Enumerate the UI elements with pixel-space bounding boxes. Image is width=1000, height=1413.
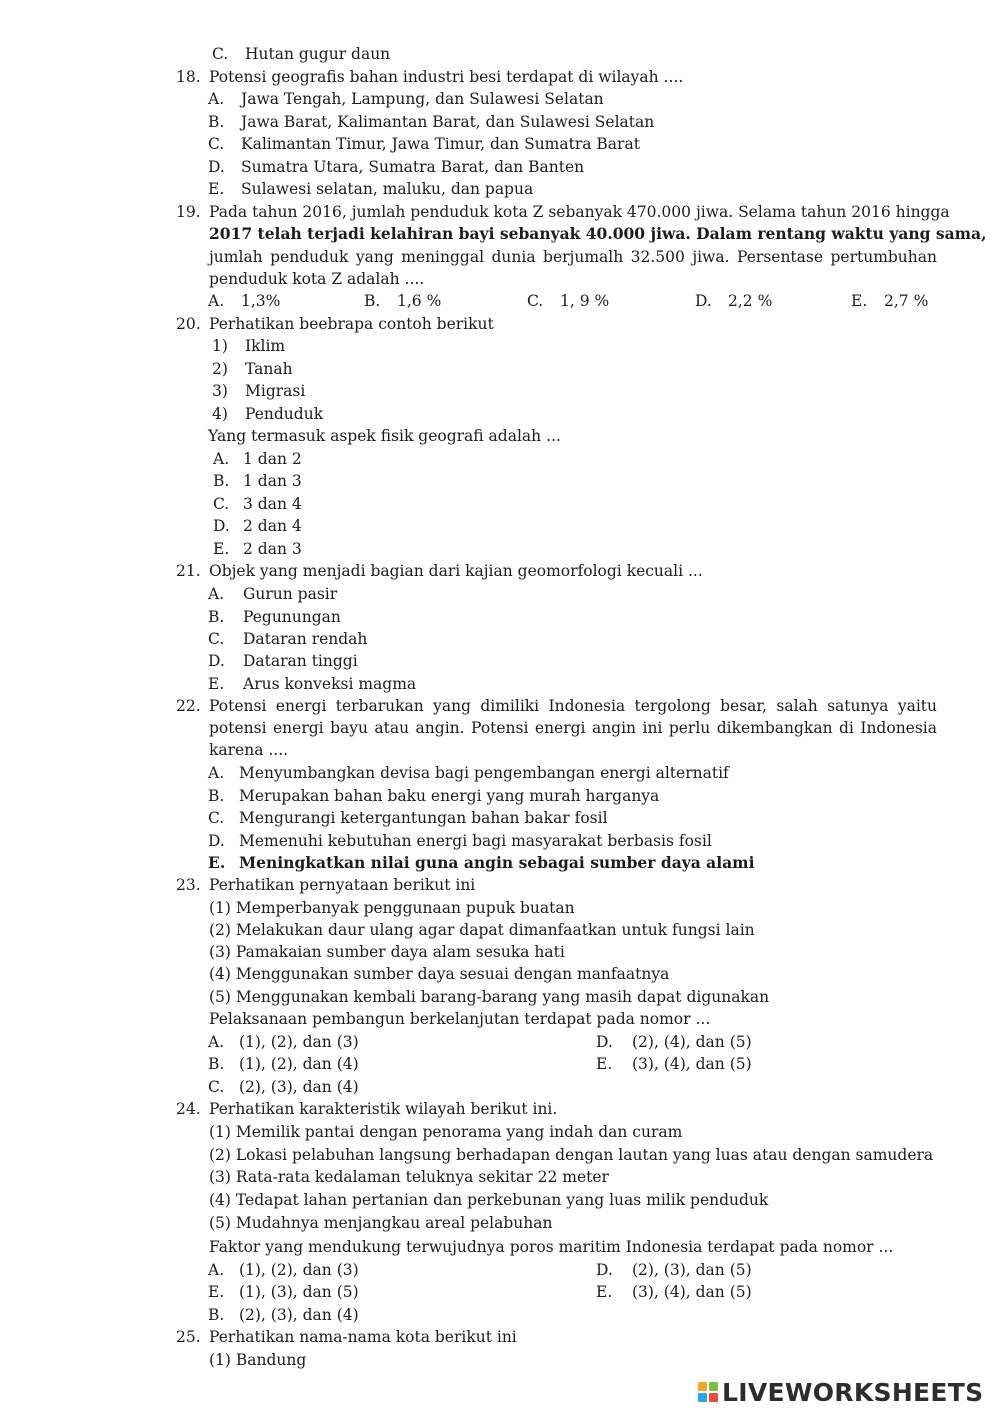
option-text: Hutan gugur daun: [245, 45, 391, 63]
question-19-number: 19.: [176, 203, 201, 221]
option-letter: C.: [213, 495, 230, 513]
option-text: Merupakan bahan baku energi yang murah harganya: [239, 787, 660, 805]
option-letter: A.: [208, 1261, 225, 1279]
option-text: Menyumbangkan devisa bagi pengembangan energi alternatif: [239, 764, 729, 782]
q18-option-d: [208, 156, 808, 178]
option-letter: E.: [208, 675, 225, 693]
option-text: 3 dan 4: [243, 495, 302, 513]
q24-option-b: [208, 1304, 508, 1326]
option-letter: B.: [213, 472, 230, 490]
question-19-line-4: penduduk kota Z adalah ....: [209, 270, 425, 288]
question-number: 23.: [176, 876, 201, 894]
q23-item-2: (2) Melakukan daur ulang agar dapat dimanfaatkan untuk fungsi lain: [209, 921, 755, 939]
question-24: [176, 1098, 936, 1120]
option-letter: C.: [208, 809, 225, 827]
question-18: [176, 66, 936, 88]
option-letter: D.: [208, 158, 225, 176]
question-20: [176, 313, 936, 335]
q24-option-d: [596, 1259, 896, 1281]
option-letter: E.: [596, 1055, 613, 1073]
option-letter: E.: [213, 540, 230, 558]
option-text: (1), (3), dan (5): [239, 1283, 359, 1301]
question-text: Perhatikan nama-nama kota berikut ini: [209, 1328, 517, 1346]
q23-option-b: [208, 1053, 508, 1075]
q20-item-1: [212, 335, 512, 357]
question-number: 20.: [176, 315, 201, 333]
option-text: Mengurangi ketergantungan bahan bakar fosil: [239, 809, 608, 827]
item-number: 1): [212, 337, 228, 355]
q20-item-2: [212, 358, 512, 380]
q21-option-a: [208, 583, 608, 605]
option-letter: E.: [208, 853, 226, 872]
question-text: Perhatikan beebrapa contoh berikut: [209, 315, 494, 333]
question-22-line-2: potensi energi bayu atau angin. Potensi energi angin ini perlu dikembangkan di Indonesia: [209, 719, 937, 737]
option-letter: A.: [208, 585, 225, 603]
item-text: Penduduk: [245, 405, 324, 423]
option-letter: B.: [208, 1055, 225, 1073]
option-text: (2), (4), dan (5): [632, 1033, 752, 1051]
q21-option-c: [208, 628, 608, 650]
question-19-line-3: jumlah penduduk yang meninggal dunia berjumalh 32.500 jiwa. Persentase pertumbuhan: [209, 248, 937, 266]
question-text: Potensi geografis bahan industri besi terdapat di wilayah ....: [209, 68, 684, 86]
option-text: 2,2 %: [728, 292, 773, 310]
question-21: [176, 560, 936, 582]
option-letter: A.: [208, 764, 225, 782]
option-text: (2), (3), dan (4): [239, 1306, 359, 1324]
q22-option-d: [208, 830, 808, 852]
item-number: 4): [212, 405, 228, 423]
q24-option-e-left: [208, 1281, 508, 1303]
logo-grid-icon: [698, 1382, 718, 1402]
q20-option-b: [213, 470, 513, 492]
question-24-prompt: Faktor yang mendukung terwujudnya poros maritim Indonesia terdapat pada nomor ...: [209, 1238, 894, 1256]
option-letter: D.: [213, 517, 230, 535]
q24-item-2: (2) Lokasi pelabuhan langsung berhadapan dengan lautan yang luas atau dengan samudera: [209, 1146, 934, 1164]
question-number: 24.: [176, 1100, 201, 1118]
item-text: Migrasi: [245, 382, 306, 400]
option-letter: D.: [596, 1261, 613, 1279]
option-letter: C.: [527, 292, 544, 310]
option-text: (3), (4), dan (5): [632, 1283, 752, 1301]
q24-item-3: (3) Rata-rata kedalaman teluknya sekitar 22 meter: [209, 1168, 609, 1186]
q23-item-1: (1) Memperbanyak penggunaan pupuk buatan: [209, 899, 575, 917]
q21-option-b: [208, 606, 608, 628]
option-letter: E.: [208, 180, 225, 198]
question-text: Perhatikan karakteristik wilayah berikut ini.: [209, 1100, 558, 1118]
option-text: 1 dan 3: [243, 472, 302, 490]
item-number: 2): [212, 360, 228, 378]
option-text: Dataran rendah: [243, 630, 368, 648]
question-number: 21.: [176, 562, 201, 580]
option-letter: C.: [212, 45, 229, 63]
q19-option-a: [208, 290, 328, 312]
question-23: [176, 874, 936, 896]
option-text: Kalimantan Timur, Jawa Timur, dan Sumatra Barat: [241, 135, 640, 153]
q23-option-a: [208, 1031, 508, 1053]
liveworksheets-logo: [698, 1377, 983, 1407]
option-text: Sumatra Utara, Sumatra Barat, dan Banten: [241, 158, 585, 176]
q21-option-d: [208, 650, 608, 672]
item-text: Tanah: [245, 360, 293, 378]
option-letter: B.: [364, 292, 381, 310]
option-letter: B.: [208, 1306, 225, 1324]
q22-option-b: [208, 785, 808, 807]
question-22-number: 22.: [176, 697, 201, 715]
option-text: Jawa Tengah, Lampung, dan Sulawesi Selatan: [241, 90, 604, 108]
logo-square-3: [698, 1393, 707, 1402]
option-letter: C.: [208, 135, 225, 153]
q25-item-1: (1) Bandung: [209, 1351, 307, 1369]
q23-item-5: (5) Menggunakan kembali barang-barang yang masih dapat digunakan: [209, 988, 770, 1006]
option-letter: D.: [208, 652, 225, 670]
option-text: Sulawesi selatan, maluku, dan papua: [241, 180, 534, 198]
q23-option-c: [208, 1076, 508, 1098]
option-letter: E.: [208, 1283, 225, 1301]
option-text: 2 dan 4: [243, 517, 302, 535]
q23-item-3: (3) Pamakaian sumber daya alam sesuka hati: [209, 943, 565, 961]
q20-option-c: [213, 493, 513, 515]
option-text: 1,3%: [241, 292, 281, 310]
question-22-line-3: karena ....: [209, 741, 289, 759]
item-text: Iklim: [245, 337, 286, 355]
q24-option-a: [208, 1259, 508, 1281]
option-text: 2,7 %: [884, 292, 929, 310]
option-text: Pegunungan: [243, 608, 341, 626]
option-text: (1), (2), dan (3): [239, 1261, 359, 1279]
item-number: 3): [212, 382, 228, 400]
question-22-line-1: Potensi energi terbarukan yang dimiliki Indonesia tergolong besar, salah satunya yaitu: [209, 697, 937, 715]
q20-option-a: [213, 448, 513, 470]
option-letter: D.: [208, 832, 225, 850]
option-text: Memenuhi kebutuhan energi bagi masyarakat berbasis fosil: [239, 832, 712, 850]
q20-item-4: [212, 403, 512, 425]
question-25: [176, 1326, 936, 1348]
option-letter: D.: [695, 292, 712, 310]
logo-text: LIVEWORKSHEETS: [722, 1377, 984, 1407]
option-text: (2), (3), dan (5): [632, 1261, 752, 1279]
option-text: (1), (2), dan (4): [239, 1055, 359, 1073]
question-number: 25.: [176, 1328, 201, 1346]
option-letter: E.: [851, 292, 868, 310]
logo-square-4: [709, 1393, 718, 1402]
q18-option-c: [208, 133, 808, 155]
q17-option-c: [212, 43, 612, 65]
option-letter: B.: [208, 113, 225, 131]
q19-option-c: [527, 290, 647, 312]
q20-option-d: [213, 515, 513, 537]
q20-option-e: [213, 538, 513, 560]
q22-option-c: [208, 807, 808, 829]
option-text: (2), (3), dan (4): [239, 1078, 359, 1096]
q18-option-b: [208, 111, 808, 133]
option-text: Dataran tinggi: [243, 652, 358, 670]
q18-option-a: [208, 88, 808, 110]
q18-option-e: [208, 178, 808, 200]
option-letter: C.: [208, 630, 225, 648]
logo-square-2: [709, 1382, 718, 1391]
option-letter: A.: [213, 450, 230, 468]
option-letter: A.: [208, 90, 225, 108]
question-20-prompt: Yang termasuk aspek fisik geografi adalah ...: [208, 427, 561, 445]
q23-option-e: [596, 1053, 896, 1075]
option-text: 2 dan 3: [243, 540, 302, 558]
option-text: 1 dan 2: [243, 450, 302, 468]
q24-option-e-right: [596, 1281, 896, 1303]
option-text: Arus konveksi magma: [243, 675, 417, 693]
q22-option-e: [208, 852, 808, 874]
question-text: Objek yang menjadi bagian dari kajian geomorfologi kecuali ...: [209, 562, 703, 580]
q19-option-e: [851, 290, 951, 312]
option-text: Meningkatkan nilai guna angin sebagai sumber daya alami: [239, 853, 755, 872]
option-letter: E.: [596, 1283, 613, 1301]
question-19-line-2: 2017 telah terjadi kelahiran bayi sebanyak 40.000 jiwa. Dalam rentang waktu yang sama,: [209, 224, 987, 243]
q22-option-a: [208, 762, 808, 784]
option-text: 1, 9 %: [560, 292, 610, 310]
q24-item-4: (4) Tedapat lahan pertanian dan perkebunan yang luas milik penduduk: [209, 1191, 769, 1209]
logo-square-1: [698, 1382, 707, 1391]
option-text: 1,6 %: [397, 292, 442, 310]
option-letter: C.: [208, 1078, 225, 1096]
option-letter: B.: [208, 608, 225, 626]
option-text: (1), (2), dan (3): [239, 1033, 359, 1051]
q24-item-5: (5) Mudahnya menjangkau areal pelabuhan: [209, 1214, 553, 1232]
question-19-line-1: Pada tahun 2016, jumlah penduduk kota Z sebanyak 470.000 jiwa. Selama tahun 2016 hingga: [209, 203, 950, 221]
option-text: (3), (4), dan (5): [632, 1055, 752, 1073]
q23-item-4: (4) Menggunakan sumber daya sesuai dengan manfaatnya: [209, 965, 670, 983]
q24-item-1: (1) Memilik pantai dengan penorama yang indah dan curam: [209, 1123, 683, 1141]
option-letter: D.: [596, 1033, 613, 1051]
question-number: 18.: [176, 68, 201, 86]
question-23-prompt: Pelaksanaan pembangun berkelanjutan terdapat pada nomor ...: [209, 1010, 711, 1028]
option-text: Jawa Barat, Kalimantan Barat, dan Sulawesi Selatan: [241, 113, 655, 131]
q20-item-3: [212, 380, 512, 402]
option-letter: A.: [208, 292, 225, 310]
q23-option-d: [596, 1031, 896, 1053]
q21-option-e: [208, 673, 608, 695]
question-text: Perhatikan pernyataan berikut ini: [209, 876, 476, 894]
option-text: Gurun pasir: [243, 585, 338, 603]
option-letter: A.: [208, 1033, 225, 1051]
q19-option-b: [364, 290, 484, 312]
option-letter: B.: [208, 787, 225, 805]
q19-option-d: [695, 290, 815, 312]
